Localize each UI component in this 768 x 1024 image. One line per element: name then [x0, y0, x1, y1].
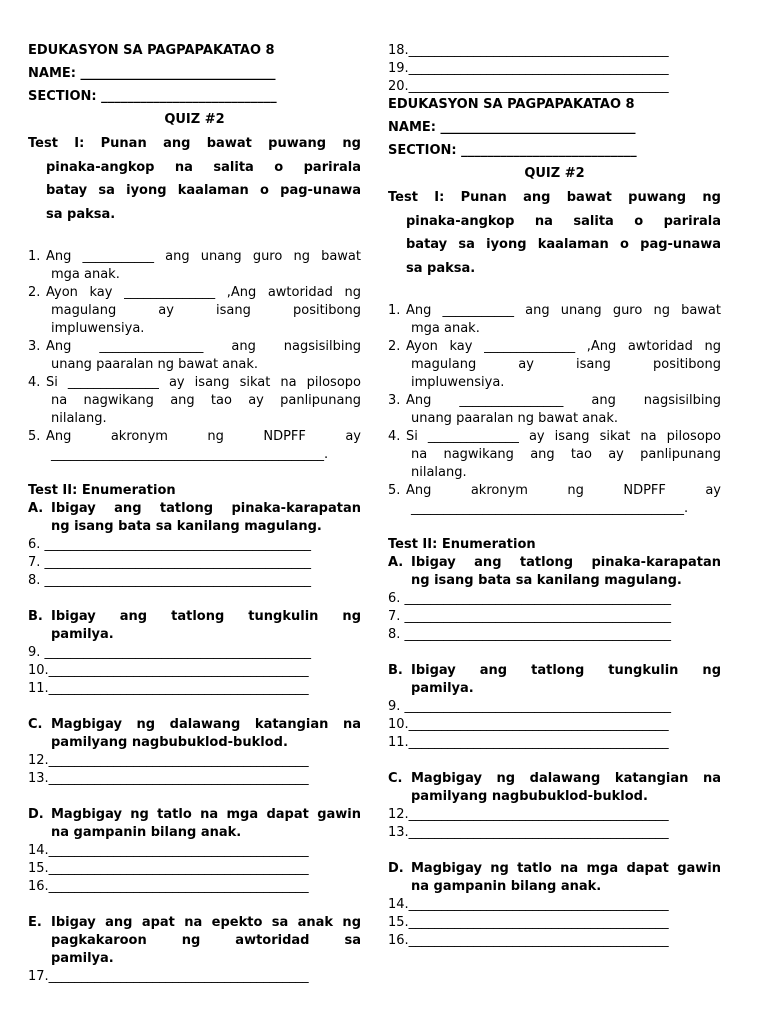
answer-line: 7. _________________________________________: [28, 555, 312, 570]
test1-item-1: 1. Ang ___________ ang unang guro ng bawat mga anak.: [388, 303, 721, 336]
test1-instruction-line: Test I: Punan ang bawat puwang ng: [28, 136, 361, 151]
test1-instruction-line: sa paksa.: [406, 260, 476, 276]
name-field-label: NAME: ______________________________: [388, 120, 636, 135]
answer-line: 8. _________________________________________: [388, 627, 672, 642]
answer-line: 9. _________________________________________: [388, 699, 672, 714]
answer-line: 14.________________________________________: [28, 843, 309, 858]
test1-item-4: 4. Si ______________ ay isang sikat na pilosopo na nagwikang ang tao ay panlipunang nilalang.: [28, 375, 361, 426]
test1-item-1: 1. Ang ___________ ang unang guro ng bawat mga anak.: [28, 249, 361, 282]
section-field-label: SECTION: ___________________________: [388, 143, 637, 158]
test1-instruction-line: sa paksa.: [46, 206, 116, 222]
test2-part-d: D. Magbigay ng tatlo na mga dapat gawin na gampanin bilang anak.: [388, 861, 721, 894]
answer-line: 10.________________________________________: [28, 663, 309, 678]
answer-line: 6. _________________________________________: [28, 537, 312, 552]
answer-line: 15.________________________________________: [388, 915, 669, 930]
test1-instructions: [388, 186, 721, 280]
answer-line: 17.________________________________________: [28, 969, 309, 984]
test1-item-2: 2. Ayon kay ______________ ,Ang awtoridad ng magulang ay isang positibong impluwensiya.: [388, 339, 721, 390]
answer-line: 11.________________________________________: [28, 681, 309, 696]
test1-instruction-line: pinaka-angkop na salita o parirala: [406, 213, 721, 229]
section-field-label: SECTION: ___________________________: [28, 89, 277, 104]
test2-part-a: A. Ibigay ang tatlong pinaka-karapatan ng isang bata sa kanilang magulang.: [28, 501, 361, 534]
test2-part-b: B. Ibigay ang tatlong tungkulin ng pamilya.: [388, 663, 721, 696]
answer-line: 19.________________________________________: [388, 61, 669, 76]
test1-instruction-line: batay sa iyong kaalaman o pag-unawa: [406, 237, 721, 252]
test1-item-3: 3. Ang ________________ ang nagsisilbing unang paaralan ng bawat anak.: [388, 393, 721, 426]
test1-item-3: 3. Ang ________________ ang nagsisilbing unang paaralan ng bawat anak.: [28, 339, 361, 372]
test2-part-a: A. Ibigay ang tatlong pinaka-karapatan ng isang bata sa kanilang magulang.: [388, 555, 721, 588]
answer-line: 12.________________________________________: [28, 753, 309, 768]
answer-line: 10.________________________________________: [388, 717, 669, 732]
answer-line: 7. _________________________________________: [388, 609, 672, 624]
test2-part-c: C. Magbigay ng dalawang katangian na pamilyang nagbubuklod-buklod.: [388, 771, 721, 804]
left-quiz-column: [28, 42, 361, 986]
test2-title: Test II: Enumeration: [388, 537, 536, 552]
answer-line: 11.________________________________________: [388, 735, 669, 750]
answer-line: 15.________________________________________: [28, 861, 309, 876]
test1-item-5: 5. Ang akronym ng NDPFF ay __________________________________________.: [388, 483, 721, 516]
test1-instructions: [28, 132, 361, 226]
answer-line: 14.________________________________________: [388, 897, 669, 912]
test1-instruction-line: Test I: Punan ang bawat puwang ng: [388, 190, 721, 205]
test2-part-e: E. Ibigay ang apat na epekto sa anak ng pagkakaroon ng awtoridad sa pamilya.: [28, 915, 361, 966]
test2-title: Test II: Enumeration: [28, 483, 176, 498]
answer-line: 13.________________________________________: [388, 825, 669, 840]
answer-line: 8. _________________________________________: [28, 573, 312, 588]
answer-line: 12.________________________________________: [388, 807, 669, 822]
test1-item-5: 5. Ang akronym ng NDPFF ay __________________________________________.: [28, 429, 361, 462]
answer-line: 16.________________________________________: [28, 879, 309, 894]
right-quiz-column: [388, 42, 721, 950]
answer-line: 16.________________________________________: [388, 933, 669, 948]
quiz-title: QUIZ #2: [164, 112, 225, 127]
subject-title: EDUKASYON SA PAGPAPAKATAO 8: [388, 97, 635, 112]
test2-part-d: D. Magbigay ng tatlo na mga dapat gawin na gampanin bilang anak.: [28, 807, 361, 840]
test1-item-2: 2. Ayon kay ______________ ,Ang awtoridad ng magulang ay isang positibong impluwensiya.: [28, 285, 361, 336]
test1-instruction-line: pinaka-angkop na salita o parirala: [46, 159, 361, 175]
test1-instruction-line: batay sa iyong kaalaman o pag-unawa: [46, 183, 361, 198]
answer-line: 20.________________________________________: [388, 79, 669, 94]
answer-line: 13.________________________________________: [28, 771, 309, 786]
quiz-title: QUIZ #2: [524, 166, 585, 181]
subject-title: EDUKASYON SA PAGPAPAKATAO 8: [28, 43, 275, 58]
answer-line: 6. _________________________________________: [388, 591, 672, 606]
test2-part-c: C. Magbigay ng dalawang katangian na pamilyang nagbubuklod-buklod.: [28, 717, 361, 750]
answer-line: 9. _________________________________________: [28, 645, 312, 660]
answer-line: 18.________________________________________: [388, 43, 669, 58]
name-field-label: NAME: ______________________________: [28, 66, 276, 81]
test1-item-4: 4. Si ______________ ay isang sikat na pilosopo na nagwikang ang tao ay panlipunang nilalang.: [388, 429, 721, 480]
test2-part-b: B. Ibigay ang tatlong tungkulin ng pamilya.: [28, 609, 361, 642]
